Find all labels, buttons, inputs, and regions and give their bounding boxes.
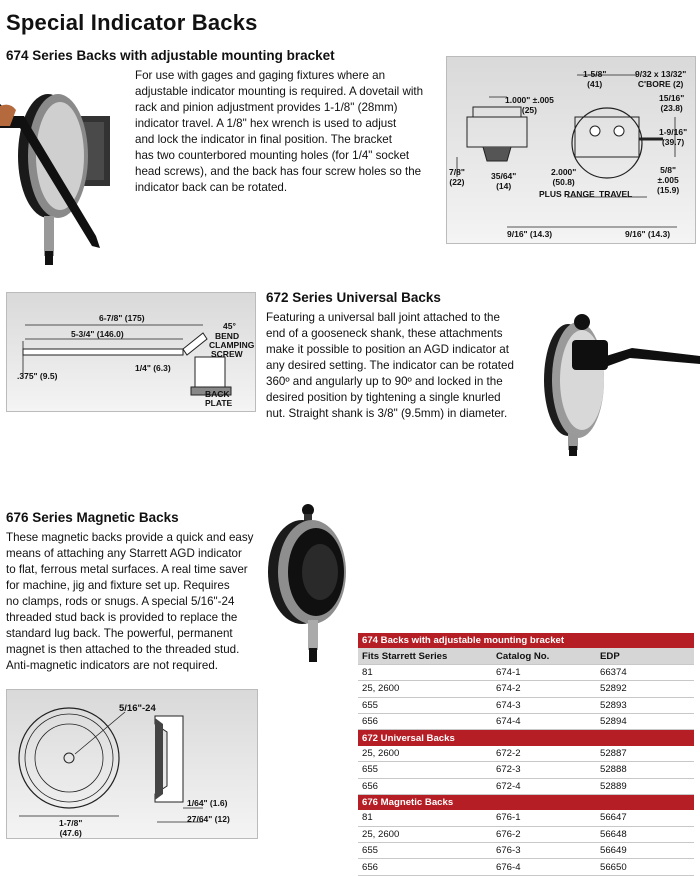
- table-row: 25, 2600 674-2 52892: [358, 681, 694, 697]
- group-title-674: 674 Backs with adjustable mounting bracket: [358, 633, 694, 648]
- label-travel: TRAVEL: [599, 189, 633, 199]
- table-row: 656 672-4 52889: [358, 778, 694, 794]
- diagram-672: [6, 292, 256, 412]
- dim-5-8: 5/8" ±.005 (15.9): [657, 165, 680, 195]
- label-plus-range: PLUS RANGE: [539, 189, 595, 199]
- table-row: 655 676-3 56649: [358, 843, 694, 859]
- section-676-title: 676 Series Magnetic Backs: [6, 510, 179, 525]
- table-row: 25, 2600 676-2 56648: [358, 826, 694, 842]
- indicator-674-photo: [0, 86, 128, 286]
- dim-15-16: 15/16" (23.8): [659, 93, 685, 113]
- table-row: 25, 2600 672-2 52887: [358, 746, 694, 762]
- table-header: [358, 648, 694, 664]
- section-672-text: Featuring a universal ball joint attached to the end of a gooseneck shank, these attachments make it possible to position an AGD indicator at any desired setting. The indicator can be rotated 360º and angularly up to 90º and locked in the desired position by tightening a single knurled nut. Straight shank is 3/8" (9.5mm) in diameter.: [266, 311, 514, 420]
- col-series: Fits Starrett Series: [358, 648, 492, 664]
- dim-7-8: 7/8" (22): [449, 167, 465, 187]
- label-back: BACK: [205, 389, 230, 399]
- label-45-deg: 45°: [223, 321, 236, 331]
- section-676-text: These magnetic backs provide a quick and easy means of attaching any Starrett AGD indicator to flat, ferrous metal surfaces. A real time saver for machine, jig and fixture set up. Requires no clamps, rods or snugs. A special 5/16"-24 threaded stud back is provided to replace the standard lug back. The powerful, permanent magnet is then attached to the threaded stud. Anti-magnetic indicators are not required.: [6, 531, 254, 672]
- table-row: 656 674-4 52894: [358, 713, 694, 729]
- table-row: 655 674-3 52893: [358, 697, 694, 713]
- table-row: 656 676-4 56650: [358, 859, 694, 875]
- group-title-676: 676 Magnetic Backs: [358, 794, 694, 810]
- diagram-674: [446, 56, 696, 244]
- page-title: Special Indicator Backs: [6, 10, 258, 35]
- dim-stud: 5/16"-24: [119, 703, 156, 714]
- diagram-676: [6, 689, 258, 839]
- dim-1-9-16: 1-9/16" (39.7): [659, 127, 688, 147]
- dim-1-5-8: 1-5/8" (41): [583, 69, 607, 89]
- dim-1-7-8: 1-7/8" (47.6): [59, 818, 83, 838]
- dim-35-64: 35/64" (14): [491, 171, 517, 191]
- table-row: 81 674-1 66374: [358, 664, 694, 680]
- table-row: 81 676-1 56647: [358, 810, 694, 826]
- dim-9-16-left: 9/16" (14.3): [507, 229, 553, 239]
- parts-table: [358, 633, 694, 876]
- indicator-672-photo: [520, 300, 700, 460]
- label-bend: BEND: [215, 331, 240, 341]
- section-674-text: For use with gages and gaging fixtures where an adjustable indicator mounting is required. A dovetail with rack and pinion adjustment provides 1-1/8" (28mm) indicator travel. A 1/8" hex wrench is used to adjust and lock the indicator in final position. The bracket has two counterbored mounting holes (for 1/4" socket head screws), and the back has four screw holes so the indicator back can be rotated.: [135, 69, 424, 194]
- col-catalog: Catalog No.: [492, 648, 596, 664]
- dim-1-64: 1/64" (1.6): [187, 798, 228, 808]
- table-row: 655 672-3 52888: [358, 762, 694, 778]
- dim-9-16-right: 9/16" (14.3): [625, 229, 671, 239]
- label-screw: SCREW: [211, 349, 243, 359]
- dim-6-7-8: 6-7/8" (175): [99, 313, 145, 323]
- dim-1-4: 1/4" (6.3): [135, 363, 171, 373]
- label-clamping: CLAMPING: [209, 340, 255, 350]
- dim-375: .375" (9.5): [17, 371, 58, 381]
- section-672-title: 672 Series Universal Backs: [266, 290, 441, 305]
- dim-cbore: 9/32 x 13/32" C'BORE (2): [635, 69, 687, 89]
- dim-27-64: 27/64" (12): [187, 814, 230, 824]
- group-title-672: 672 Universal Backs: [358, 730, 694, 746]
- label-plate: PLATE: [205, 398, 233, 408]
- dim-5-3-4: 5-3/4" (146.0): [71, 329, 124, 339]
- dim-1-000: 1.000" ±.005 (25): [505, 95, 554, 115]
- col-edp: EDP: [596, 648, 694, 664]
- indicator-676-photo: [258, 500, 358, 670]
- section-674-title: 674 Series Backs with adjustable mounting bracket: [6, 48, 335, 63]
- dim-2-000: 2.000" (50.8): [551, 167, 577, 187]
